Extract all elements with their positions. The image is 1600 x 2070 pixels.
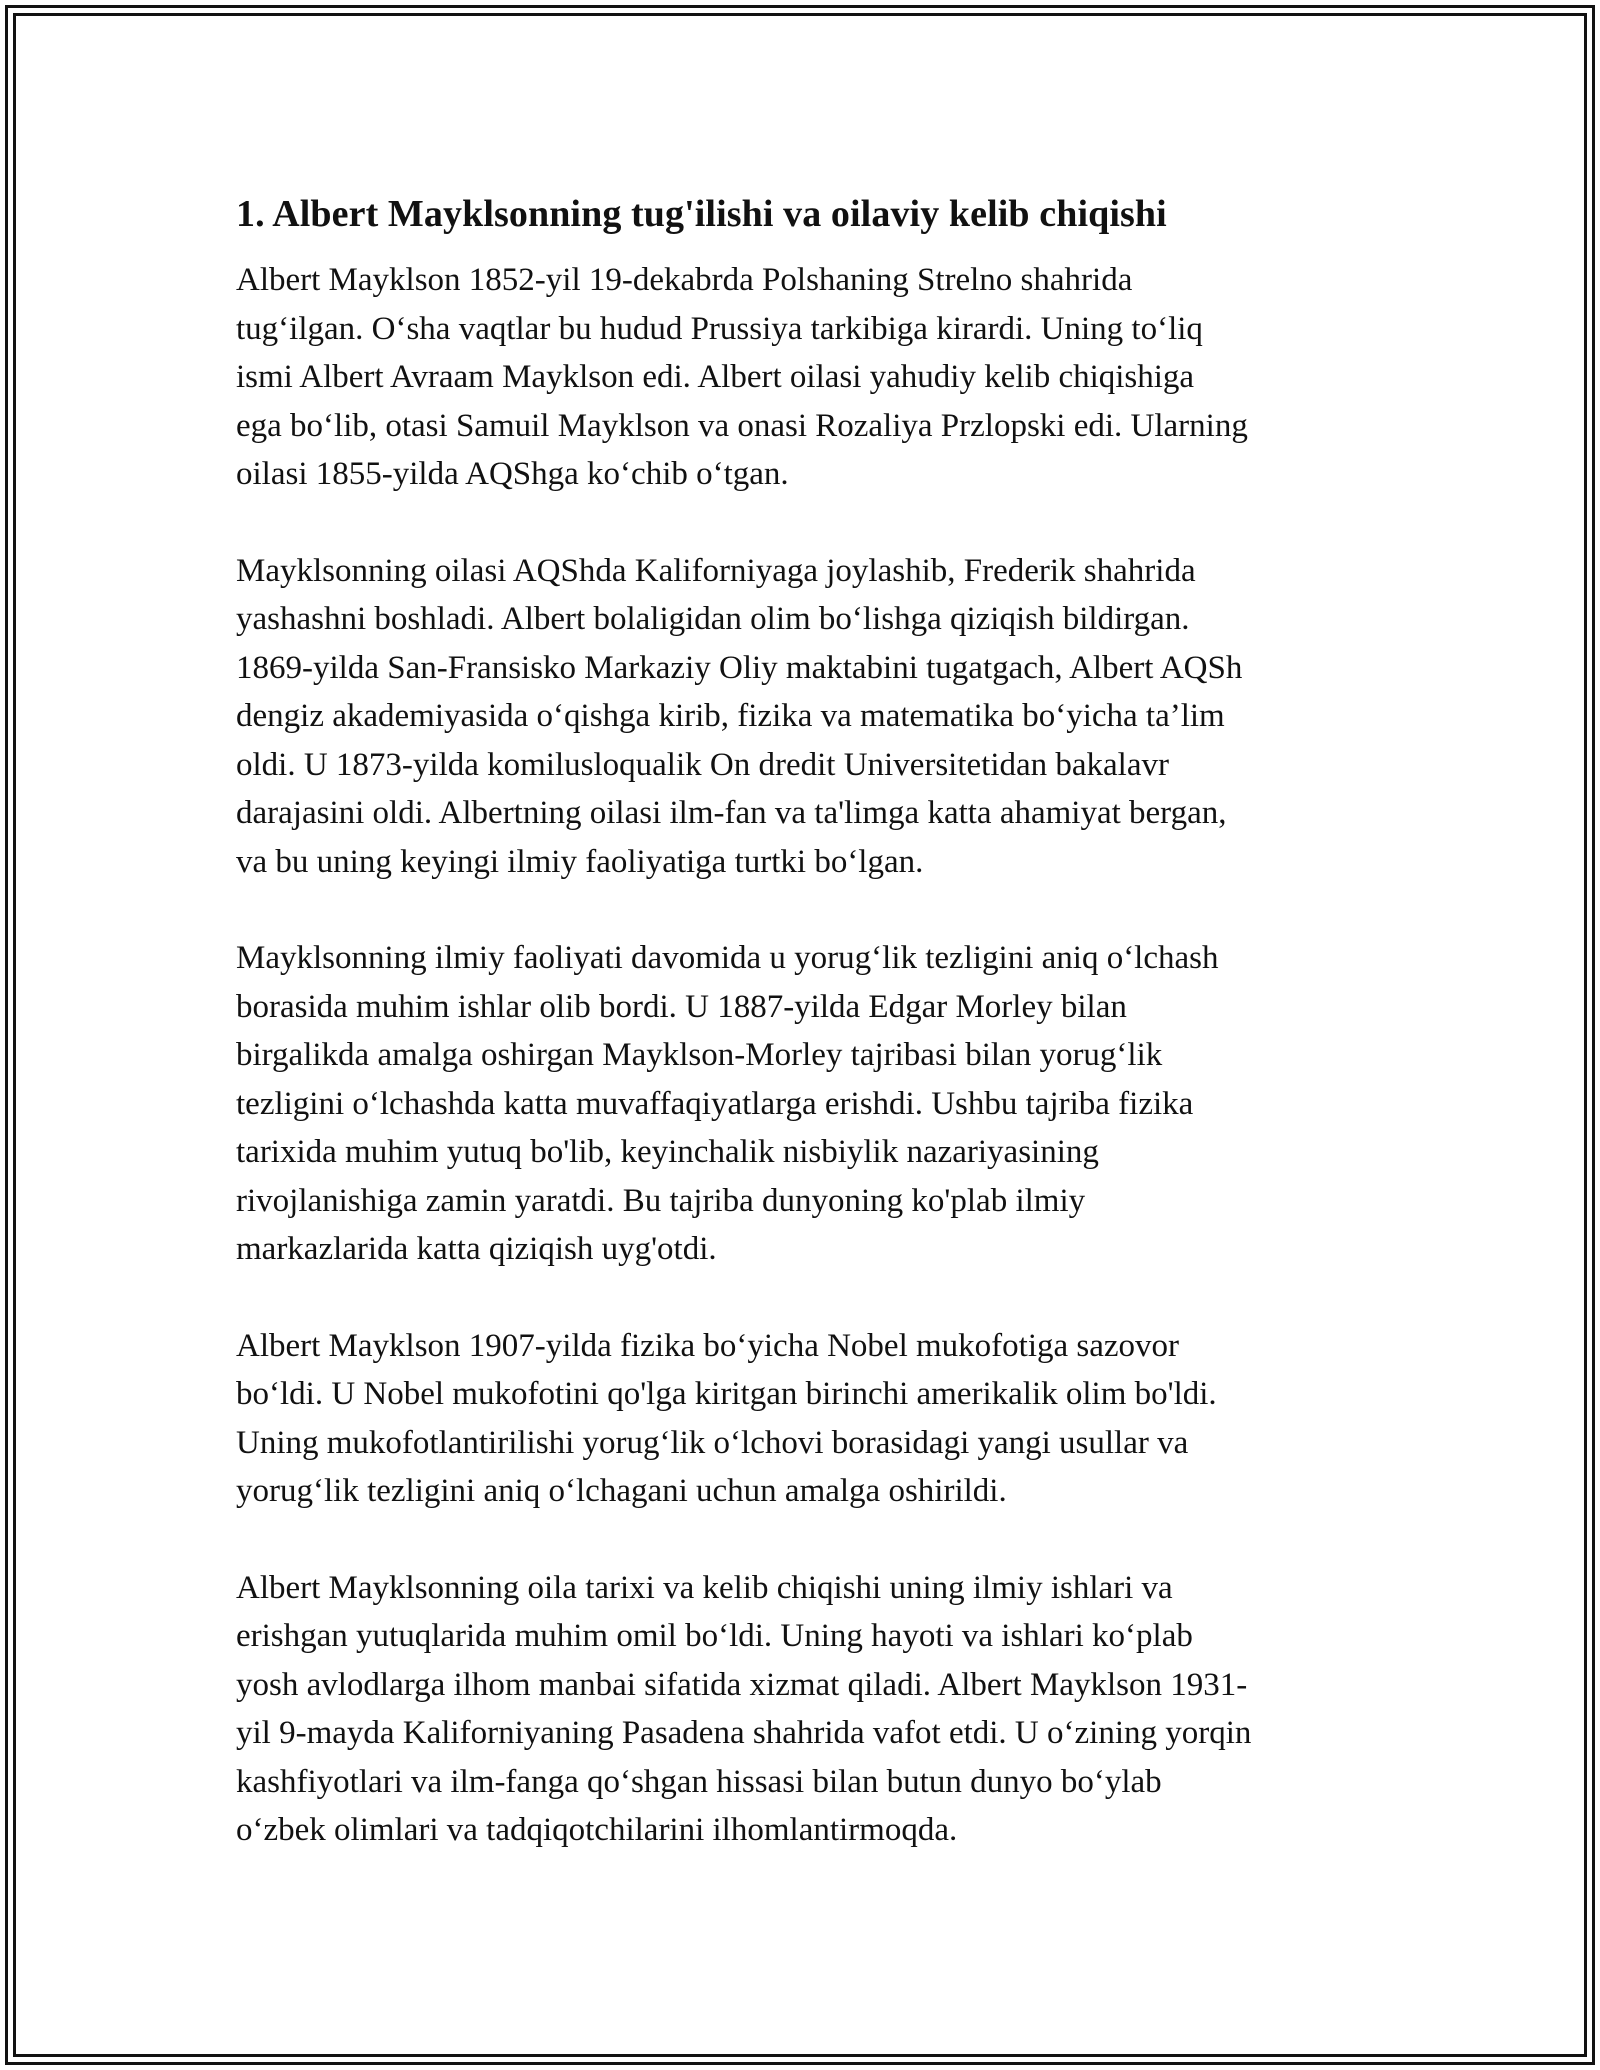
paragraph-line: Albert Mayklson 1907-yilda fizika bo‘yicha Nobel mukofotiga sazovor — [236, 1327, 1180, 1364]
paragraph-line: Albert Mayklsonning oila tarixi va kelib chiqishi uning ilmiy ishlari va — [236, 1569, 1173, 1606]
paragraph-line: yashashni boshladi. Albert bolaligidan olim bo‘lishga qiziqish bildirgan. — [236, 601, 1190, 637]
paragraph-line: darajasini oldi. Albertning oilasi ilm-fan va ta'limga katta ahamiyat bergan, — [236, 795, 1227, 831]
paragraph-line: oilasi 1855-yilda AQShga ko‘chib o‘tgan. — [236, 456, 789, 492]
paragraph-line: rivojlanishiga zamin yaratdi. Bu tajriba dunyoning ko'plab ilmiy — [236, 1182, 1086, 1219]
paragraph-legacy — [236, 1564, 1371, 1855]
paragraph-line: o‘zbek olimlari va tadqiqotchilarini ilhomlantirmoqda. — [236, 1812, 958, 1848]
document-title: 1. Albert Mayklsonning tug'ilishi va oilaviy kelib chiqishi — [236, 193, 1167, 235]
paragraph-line: ismi Albert Avraam Mayklson edi. Albert oilasi yahudiy kelib chiqishiga — [236, 359, 1195, 395]
document-content — [236, 188, 1371, 1855]
paragraph-line: 1869-yilda San-Fransisko Markaziy Oliy maktabini tugatgach, Albert AQSh — [236, 649, 1243, 686]
paragraph-line: yil 9-mayda Kaliforniyaning Pasadena shahrida vafot etdi. U o‘zining yorqin — [236, 1715, 1252, 1751]
paragraph-line: va bu uning keyingi ilmiy faoliyatiga turtki bo‘lgan. — [236, 843, 924, 880]
paragraph-line: Mayklsonning oilasi AQShda Kaliforniyaga joylashib, Frederik shahrida — [236, 552, 1196, 589]
paragraph-education — [236, 547, 1371, 887]
paragraph-line: ega bo‘lib, otasi Samuil Mayklson va onasi Rozaliya Przlopski edi. Ularning — [236, 407, 1248, 444]
paragraph-line: Albert Mayklson 1852-yil 19-dekabrda Polshaning Strelno shahrida — [236, 262, 1133, 298]
paragraph-line: tarixida muhim yutuq bo'lib, keyinchalik nisbiylik nazariyasining — [236, 1134, 1099, 1170]
paragraph-line: yosh avlodlarga ilhom manbai sifatida xizmat qiladi. Albert Mayklson 1931- — [236, 1666, 1248, 1703]
paragraph-line: dengiz akademiyasida o‘qishga kirib, fizika va matematika bo‘yicha ta’lim — [236, 698, 1225, 734]
paragraph-line: yorug‘lik tezligini aniq o‘lchagani uchun amalga oshirildi. — [236, 1473, 1007, 1509]
document-body — [236, 256, 1371, 1855]
paragraph-line: birgalikda amalga oshirgan Mayklson-Morley tajribasi bilan yorug‘lik — [236, 1037, 1163, 1073]
paragraph-line: oldi. U 1873-yilda komilusloqualik On dredit Universitetidan bakalavr — [236, 746, 1169, 783]
paragraph-nobel — [236, 1322, 1371, 1516]
paragraph-line: markazlarida katta qiziqish uyg'otdi. — [236, 1231, 717, 1267]
paragraph-research — [236, 934, 1371, 1274]
paragraph-line: tug‘ilgan. O‘sha vaqtlar bu hudud Prussiya tarkibiga kirardi. Uning to‘liq — [236, 310, 1203, 347]
paragraph-line: kashfiyotlari va ilm-fanga qo‘shgan hissasi bilan butun dunyo bo‘ylab — [236, 1763, 1162, 1800]
paragraph-line: tezligini o‘lchashda katta muvaffaqiyatlarga erishdi. Ushbu tajriba fizika — [236, 1085, 1194, 1122]
paragraph-line: borasida muhim ishlar olib bordi. U 1887-yilda Edgar Morley bilan — [236, 988, 1127, 1025]
paragraph-line: Uning mukofotlantirilishi yorug‘lik o‘lchovi borasidagi yangi usullar va — [236, 1424, 1189, 1461]
paragraph-line: bo‘ldi. U Nobel mukofotini qo'lga kiritgan birinchi amerikalik olim bo'ldi. — [236, 1376, 1217, 1412]
paragraph-line: Mayklsonning ilmiy faoliyati davomida u yorug‘lik tezligini aniq o‘lchash — [236, 940, 1219, 976]
paragraph-birth — [236, 256, 1371, 499]
paragraph-line: erishgan yutuqlarida muhim omil bo‘ldi. Uning hayoti va ishlari ko‘plab — [236, 1618, 1193, 1654]
